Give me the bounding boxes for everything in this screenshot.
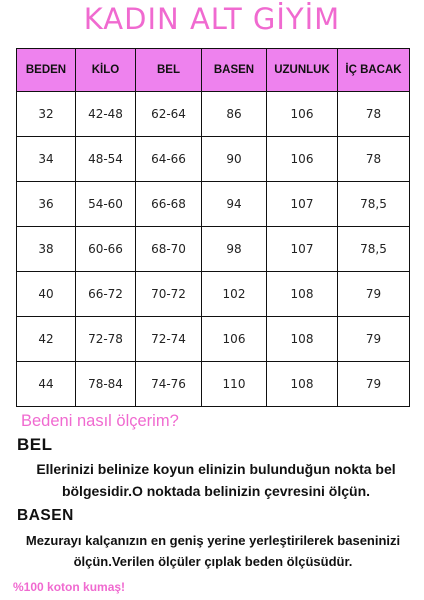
table-cell: 78,5 <box>338 227 410 272</box>
header-beden: BEDEN <box>17 49 76 92</box>
table-cell: 110 <box>202 362 267 407</box>
table-cell: 86 <box>202 92 267 137</box>
table-row <box>17 92 410 137</box>
table-row <box>17 137 410 182</box>
table-cell: 98 <box>202 227 267 272</box>
table-cell: 72-74 <box>136 317 202 362</box>
table-cell: 32 <box>17 92 76 137</box>
table-cell: 42-48 <box>76 92 136 137</box>
table-cell: 102 <box>202 272 267 317</box>
table-cell: 106 <box>267 92 338 137</box>
table-cell: 42 <box>17 317 76 362</box>
table-cell: 78-84 <box>76 362 136 407</box>
table-cell: 48-54 <box>76 137 136 182</box>
table-cell: 106 <box>202 317 267 362</box>
header-uzunluk: UZUNLUK <box>267 49 338 92</box>
bel-heading: BEL <box>17 435 53 454</box>
basen-instructions: Mezurayı kalçanızın en geniş yerine yerleştirilerek baseninizi ölçün.Verilen ölçüler çıplak beden ölçüsüdür. <box>25 533 401 569</box>
table-cell: 79 <box>338 272 410 317</box>
table-cell: 94 <box>202 182 267 227</box>
fabric-note: %100 koton kumaş! <box>13 580 126 594</box>
table-cell: 79 <box>338 317 410 362</box>
table-cell: 78 <box>338 92 410 137</box>
table-row <box>17 227 410 272</box>
table-cell: 44 <box>17 362 76 407</box>
table-cell: 79 <box>338 362 410 407</box>
basen-heading: BASEN <box>17 507 74 524</box>
table-cell: 74-76 <box>136 362 202 407</box>
table-cell: 90 <box>202 137 267 182</box>
table-cell: 70-72 <box>136 272 202 317</box>
header-bel: BEL <box>136 49 202 92</box>
header-basen: BASEN <box>202 49 267 92</box>
header-ic-bacak: İÇ BACAK <box>338 49 410 92</box>
table-cell: 107 <box>267 227 338 272</box>
table-cell: 64-66 <box>136 137 202 182</box>
table-cell: 108 <box>267 317 338 362</box>
table-cell: 66-68 <box>136 182 202 227</box>
table-cell: 34 <box>17 137 76 182</box>
table-cell: 54-60 <box>76 182 136 227</box>
table-cell: 106 <box>267 137 338 182</box>
table-cell: 72-78 <box>76 317 136 362</box>
table-cell: 78,5 <box>338 182 410 227</box>
table-row <box>17 182 410 227</box>
page-title: KADIN ALT GİYİM <box>83 2 341 36</box>
table-cell: 108 <box>267 272 338 317</box>
header-kilo: KİLO <box>76 49 136 92</box>
bel-instructions: Ellerinizi belinize koyun elinizin bulunduğun nokta bel bölgesidir.O noktada belinizin çevresini ölçün. <box>36 461 396 499</box>
table-header-row <box>17 49 410 92</box>
table-cell: 68-70 <box>136 227 202 272</box>
table-cell: 36 <box>17 182 76 227</box>
table-cell: 60-66 <box>76 227 136 272</box>
table-row <box>17 272 410 317</box>
table-row <box>17 317 410 362</box>
table-cell: 108 <box>267 362 338 407</box>
table-cell: 107 <box>267 182 338 227</box>
table-cell: 62-64 <box>136 92 202 137</box>
size-chart-table <box>16 48 410 407</box>
table-cell: 66-72 <box>76 272 136 317</box>
table-body <box>17 92 410 407</box>
table-cell: 40 <box>17 272 76 317</box>
table-cell: 78 <box>338 137 410 182</box>
how-to-measure-heading: Bedeni nasıl ölçerim? <box>21 412 179 430</box>
table-row <box>17 362 410 407</box>
table-cell: 38 <box>17 227 76 272</box>
